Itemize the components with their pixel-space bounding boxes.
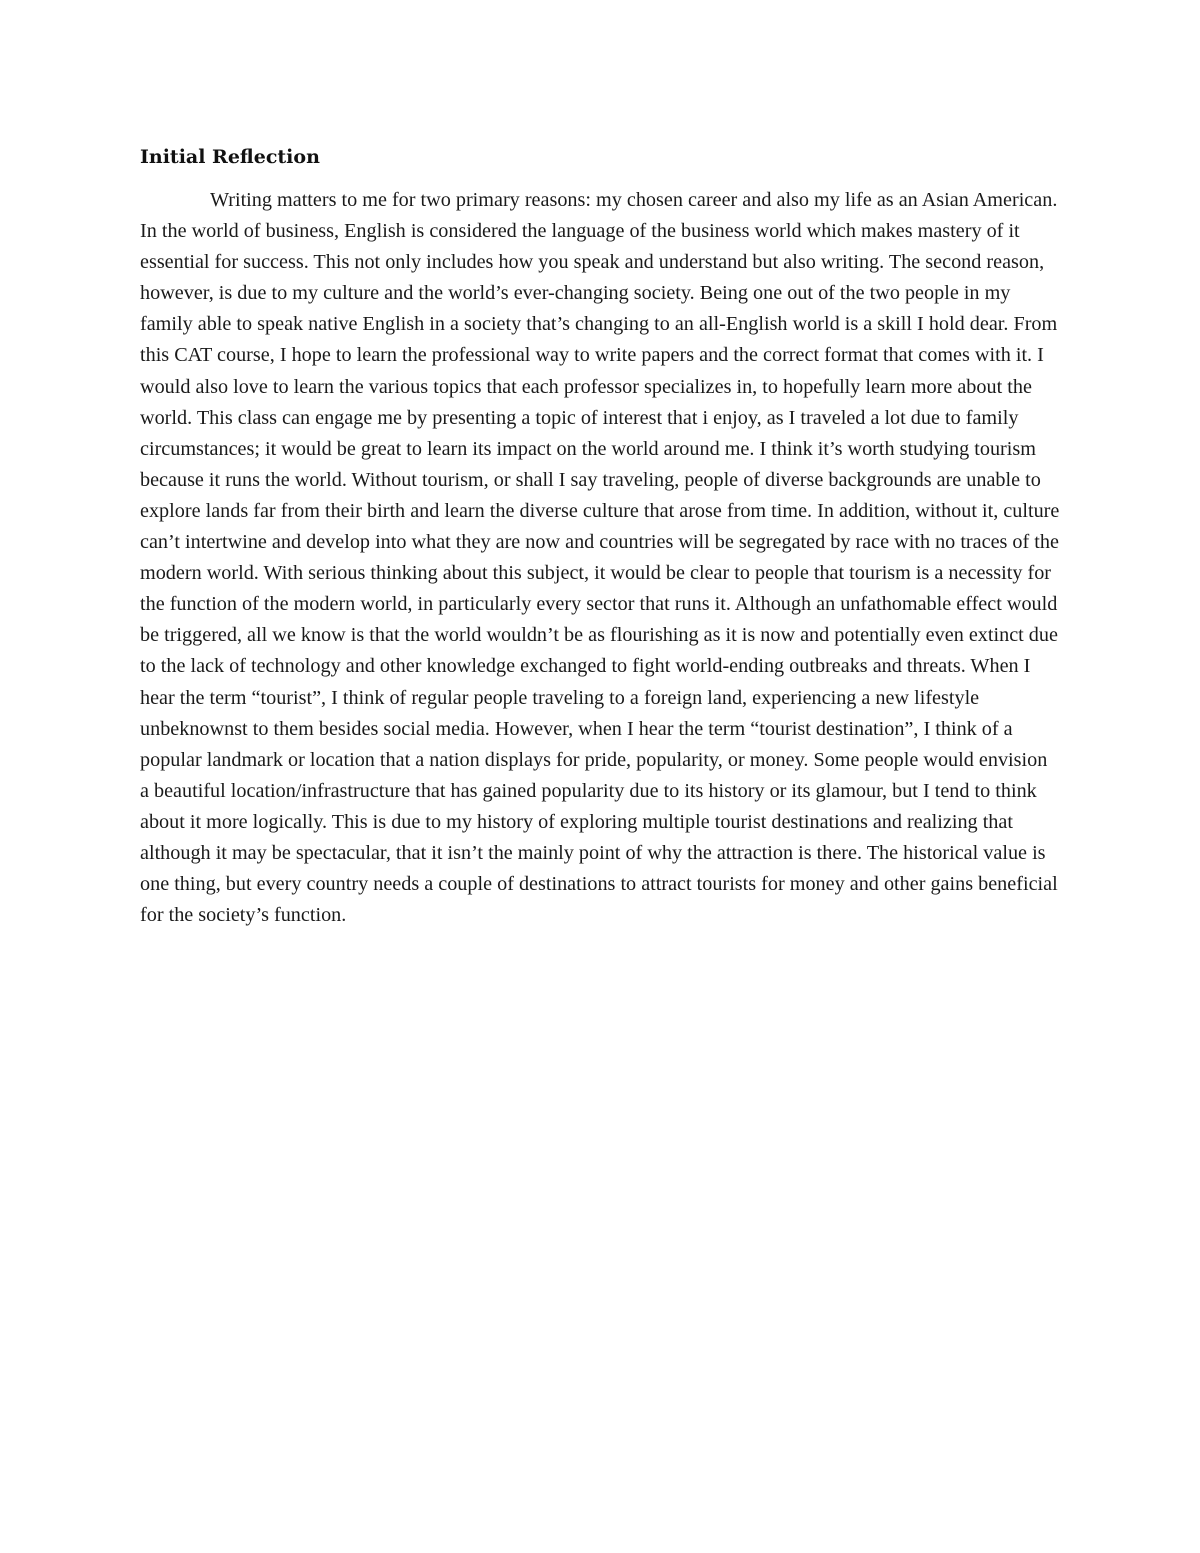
document-content: [140, 143, 1060, 931]
document-heading: Initial Reflection: [140, 146, 320, 168]
body-paragraph: Writing matters to me for two primary reasons: my chosen career and also my life as an Asian American. In the world of business, English is considered the language of the business world which makes mastery of it essential for success. This not only includes how you speak and understand but also writing. The second reason, however, is due to my culture and the world’s ever-changing society. Being one out of the two people in my family able to speak native English in a society that’s changing to an all-English world is a skill I hold dear. From this CAT course, I hope to learn the professional way to write papers and the correct format that comes with it. I would also love to learn the various topics that each professor specializes in, to hopefully learn more about the world. This class can engage me by presenting a topic of interest that i enjoy, as I traveled a lot due to family circumstances; it would be great to learn its impact on the world around me. I think it’s worth studying tourism because it runs the world. Without tourism, or shall I say traveling, people of diverse backgrounds are unable to explore lands far from their birth and learn the diverse culture that arose from time. In addition, without it, culture can’t intertwine and develop into what they are now and countries will be segregated by race with no traces of the modern world. With serious thinking about this subject, it would be clear to people that tourism is a necessity for the function of the modern world, in particularly every sector that runs it. Although an unfathomable effect would be triggered, all we know is that the world wouldn’t be as flourishing as it is now and potentially even extinct due to the lack of technology and other knowledge exchanged to fight world-ending outbreaks and threats. When I hear the term “tourist”, I think of regular people traveling to a foreign land, experiencing a new lifestyle unbeknownst to them besides social media. However, when I hear the term “tourist destination”, I think of a popular landmark or location that a nation displays for pride, popularity, or money. Some people would envision a beautiful location/infrastructure that has gained popularity due to its history or its glamour, but I tend to think about it more logically. This is due to my history of exploring multiple tourist destinations and realizing that although it may be spectacular, that it isn’t the mainly point of why the attraction is there. The historical value is one thing, but every country needs a couple of destinations to attract tourists for money and other gains beneficial for the society’s function.: [140, 189, 1060, 927]
